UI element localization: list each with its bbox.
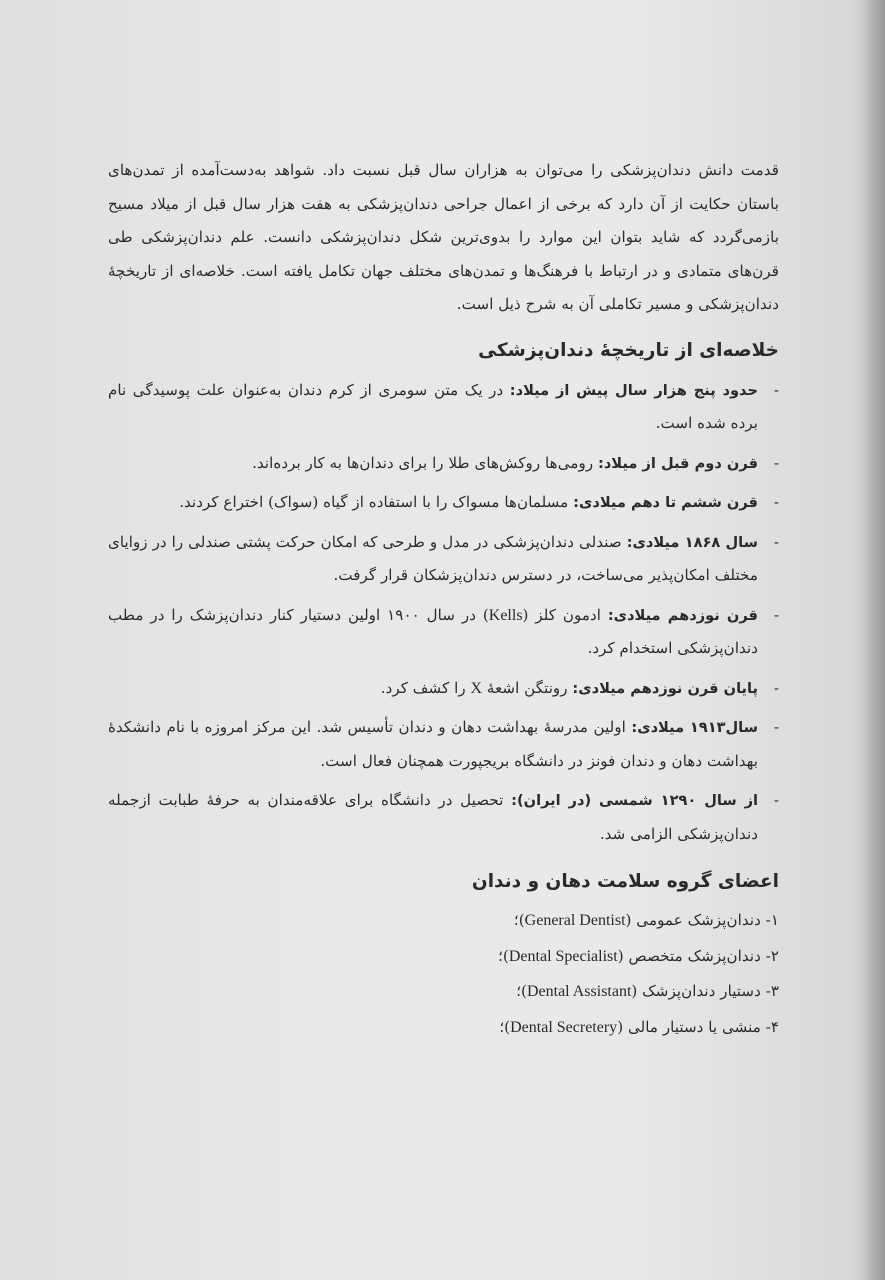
history-item-label: حدود پنج هزار سال پیش از میلاد: — [509, 381, 758, 399]
intro-paragraph: قدمت دانش دندان‌پزشکی را می‌توان به هزاران سال قبل نسبت داد. شواهد به‌دست‌آمده از تمدن‌های باستان حکایت از آن دارد که برخی از اعمال جراحی دندان‌پزشکی به هفت هزار سال قبل از میلاد مسیح بازمی‌گردد که شاید بتوان این موارد را بدوی‌ترین شکل دندان‌پزشکی دانست. علم دندان‌پزشکی طی قرن‌های متمادی و در ارتباط با فرهنگ‌ها و تمدن‌های مختلف جهان تکامل یافته است. خلاصه‌ای از تاریخچهٔ دندان‌پزشکی و مسیر تکاملی آن به شرح ذیل است. — [108, 161, 779, 313]
history-heading: خلاصه‌ای از تاریخچهٔ دندان‌پزشکی — [478, 339, 779, 361]
list-dash: - — [773, 532, 779, 551]
list-dash: - — [773, 791, 779, 809]
history-item — [108, 784, 779, 851]
history-item-label: از سال ۱۲۹۰ شمسی (در ایران): — [511, 792, 759, 809]
history-item — [108, 672, 779, 706]
page-binding-shadow — [861, 0, 885, 1280]
member-item-end: )؛ — [516, 982, 527, 1000]
history-item — [108, 599, 779, 666]
history-item-text: ادمون کلز ( — [522, 605, 608, 624]
history-item-text: مسلمان‌ها مسواک را با استفاده از گیاه (سواک) اختراع کردند. — [179, 493, 574, 511]
english-term: X — [470, 679, 483, 697]
history-item-label: قرن دوم قبل از میلاد: — [597, 454, 758, 472]
list-dash: - — [773, 718, 779, 736]
history-item-label: پایان قرن نوزدهم میلادی: — [572, 679, 758, 697]
history-item — [108, 447, 779, 481]
member-item-end: )؛ — [513, 911, 525, 929]
history-item — [108, 711, 779, 778]
member-item-end: )؛ — [498, 946, 509, 965]
member-item-persian: ۴- منشی یا دستیار مالی ( — [617, 1017, 779, 1036]
english-term: Kells — [488, 606, 523, 624]
member-item — [108, 974, 779, 1010]
list-dash: - — [773, 678, 779, 697]
member-item-english: Dental Secretery — [510, 1018, 618, 1036]
history-item — [108, 374, 779, 441]
member-item-persian: ۳- دستیار دندان‌پزشک ( — [631, 982, 779, 1000]
history-item-text: در یک متن سومری از کرم دندان به‌عنوان علت پوسیدگی نام برده شده است. — [108, 380, 758, 432]
history-item-text: را کشف کرد. — [380, 678, 471, 697]
member-item-english: General Dentist — [524, 912, 626, 929]
list-dash: - — [773, 605, 779, 624]
member-item-end: )؛ — [499, 1017, 511, 1036]
members-heading: اعضای گروه سلامت دهان و دندان — [471, 871, 779, 892]
history-item — [108, 486, 779, 520]
history-item-text: ) در سال ۱۹۰۰ اولین دستیار کنار دندان‌پزشک را در مطب دندان‌پزشکی استخدام کرد. — [108, 605, 758, 657]
history-item-label: قرن نوزدهم میلادی: — [607, 606, 758, 624]
history-item-text: اولین مدرسهٔ بهداشت دهان و دندان تأسیس شد. این مرکز امروزه با نام دانشکدهٔ بهداشت دهان و دندان فونز در دانشگاه بریجپورت همچنان فعال است. — [108, 718, 758, 770]
member-item-persian: ۱- دندان‌پزشک عمومی ( — [625, 911, 779, 929]
history-item-text: رونتگن اشعهٔ — [482, 678, 573, 697]
history-item-text: تحصیل در دانشگاه برای علاقه‌مندان به حرفهٔ طبابت ازجمله دندان‌پزشکی الزامی شد. — [108, 791, 758, 843]
members-list — [108, 903, 779, 1045]
member-item — [108, 903, 779, 939]
member-item — [108, 939, 779, 975]
list-dash: - — [773, 493, 779, 511]
history-item-label: سال ۱۸۶۸ میلادی: — [626, 533, 759, 551]
history-item-text: رومی‌ها روکش‌های طلا را برای دندان‌ها به کار برده‌اند. — [252, 453, 598, 472]
member-item-english: Dental Assistant — [526, 983, 632, 1000]
history-item — [108, 526, 779, 593]
history-list — [108, 374, 779, 852]
member-item-persian: ۲- دندان‌پزشک متخصص ( — [617, 946, 779, 965]
list-dash: - — [773, 380, 779, 399]
page-content — [108, 154, 779, 1045]
history-item-label: قرن ششم تا دهم میلادی: — [573, 494, 758, 511]
member-item — [108, 1010, 779, 1046]
list-dash: - — [773, 453, 779, 472]
history-item-text: صندلی دندان‌پزشکی در مدل و طرحی که امکان حرکت پشتی صندلی را در زوایای مختلف امکان‌پذیر می‌ساخت، در دسترس دندان‌پزشکان قرار گرفت. — [108, 532, 758, 584]
history-item-label: سال۱۹۱۳ میلادی: — [631, 719, 759, 736]
member-item-english: Dental Specialist — [508, 947, 618, 965]
